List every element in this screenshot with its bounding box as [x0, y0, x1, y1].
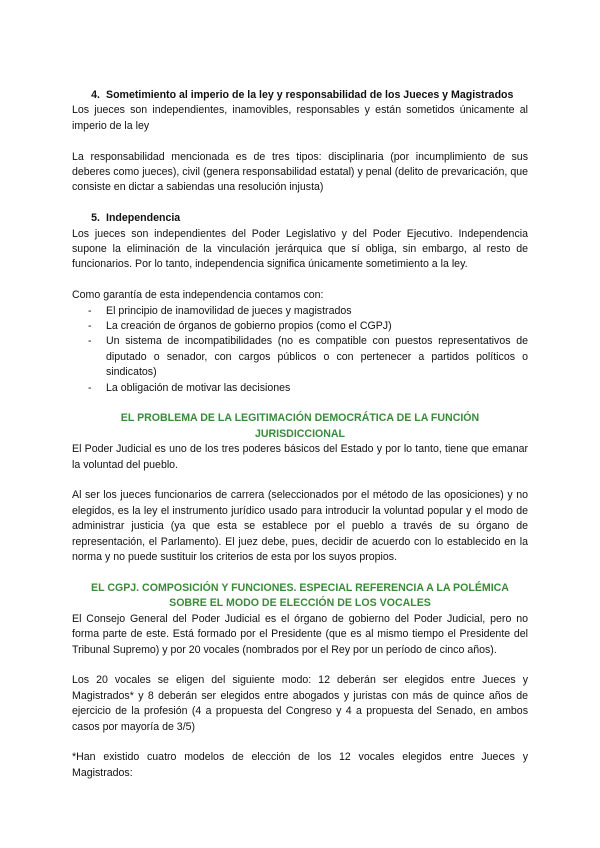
- list-item: - El principio de inamovilidad de jueces y magistrados: [88, 304, 352, 317]
- section-4-title: Sometimiento al imperio de la ley y responsabilidad de los Jueces y Magistrados: [106, 89, 514, 101]
- section-4-paragraph-1: Los jueces son independientes, inamovibles, responsables y están sometidos únicamente al imperio de la ley: [72, 104, 528, 132]
- section-5-paragraph-1: Los jueces son independientes del Poder Legislativo y del Poder Ejecutivo. Independencia supone la eliminación de la vinculación jerárquica que sí obliga, sin embargo, al resto de funcionarios. Por lo tanto, independencia significa únicamente sometimiento a la ley.: [72, 227, 528, 271]
- legitimacion-heading-line-1: EL PROBLEMA DE LA LEGITIMACIÓN DEMOCRÁTICA DE LA FUNCIÓN: [120, 412, 480, 425]
- section-5-title: Independencia: [106, 212, 181, 225]
- guarantees-list: [72, 304, 528, 396]
- section-5-paragraph-2: Como garantía de esta independencia contamos con:: [72, 289, 324, 302]
- cgpj-paragraph-2: Los 20 vocales se eligen del siguiente modo: 12 deberán ser elegidos entre Jueces y Magistrados* y 8 deberán ser elegidos entre abogados y juristas con más de quince años de ejercicio de la profesión (4 a propuesta del Congreso y 4 a propuesta del Senado, en ambos casos por mayoría de 3/5): [72, 674, 528, 733]
- legitimacion-paragraph-2: Al ser los jueces funcionarios de carrera (seleccionados por el método de las oposiciones) y no elegidos, es la ley el instrumento jurídico usado para introducir la voluntad popular y el modo de administrar justicia (ya que esta se establece por el pueblo a través de su órgano de representación, el Parlamento). El juez debe, pues, decidir de acuerdo con lo establecido en la norma y no puede sustituir los criterios de esta por los suyos propios.: [72, 489, 528, 564]
- cgpj-heading-line-1: EL CGPJ. COMPOSICIÓN Y FUNCIONES. ESPECIAL REFERENCIA A LA POLÉMICA: [91, 581, 509, 594]
- section-5-number: 5.: [91, 212, 100, 225]
- section-4-heading: [72, 88, 528, 103]
- cgpj-heading-line-2: SOBRE EL MODO DE ELECCIÓN DE LOS VOCALES: [169, 597, 431, 610]
- section-5-heading: [72, 211, 528, 226]
- list-item: - Un sistema de incompatibilidades (no es compatible con puestos representativos de diputado o senador, con cargos públicos o con pertenecer a partidos políticos o sindicatos): [88, 335, 528, 379]
- list-item: - La obligación de motivar las decisiones: [88, 381, 291, 394]
- section-4-paragraph-2: La responsabilidad mencionada es de tres tipos: disciplinaria (por incumplimiento de sus deberes como jueces), civil (genera responsabilidad estatal) y penal (delito de prevaricación, que consiste en dictar a sabiendas una resolución injusta): [72, 150, 528, 194]
- legitimacion-heading-line-2: JURISDICCIONAL: [254, 427, 346, 440]
- legitimacion-paragraph-1: El Poder Judicial es uno de los tres poderes básicos del Estado y por lo tanto, tiene que emanar la voluntad del pueblo.: [72, 443, 528, 471]
- cgpj-paragraph-1: El Consejo General del Poder Judicial es el órgano de gobierno del Poder Judicial, pero no forma parte de este. Está formado por el Presidente (que es al mismo tiempo el Presidente del Tribunal Supremo) y por 20 vocales (nombrados por el Rey por un período de cinco años).: [72, 612, 528, 656]
- list-item: - La creación de órganos de gobierno propios (como el CGPJ): [88, 320, 392, 333]
- cgpj-paragraph-3: *Han existido cuatro modelos de elección de los 12 vocales elegidos entre Jueces y Magistrados:: [72, 751, 528, 779]
- section-4-number: 4.: [91, 89, 100, 101]
